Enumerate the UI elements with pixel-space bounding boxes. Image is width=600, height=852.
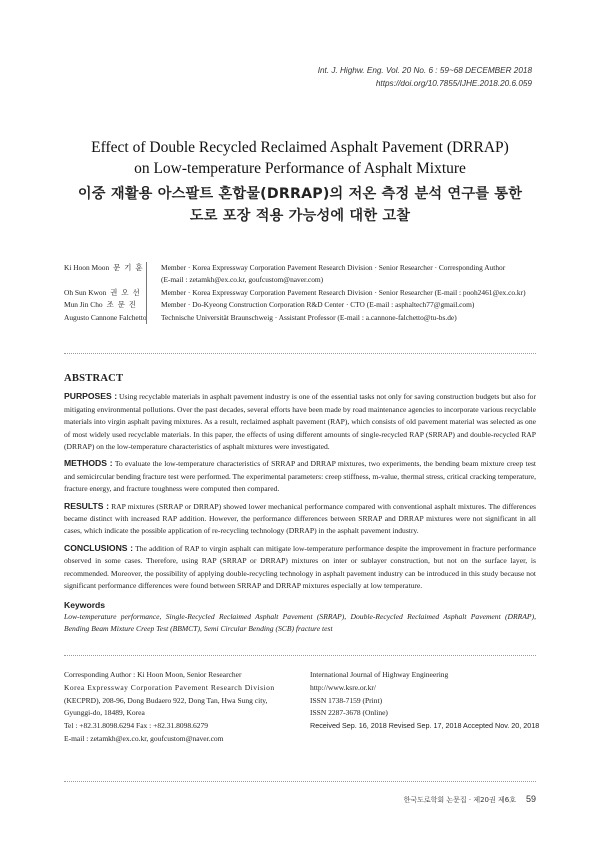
page-footer	[404, 794, 536, 805]
purposes-paragraph	[64, 390, 536, 453]
corresponding-author-block	[64, 669, 289, 746]
results-paragraph	[64, 500, 536, 538]
journal-url[interactable]: http://www.ksre.or.kr/	[310, 682, 376, 692]
journal-info-block	[310, 669, 550, 733]
author-name: Oh Sun Kwon	[64, 287, 107, 297]
conclusions-paragraph	[64, 542, 536, 593]
title-korean	[0, 183, 600, 227]
purposes-label: PURPOSES :	[64, 391, 118, 402]
doi-link[interactable]: https://doi.org/10.7855/IJHE.2018.20.6.059	[375, 79, 532, 88]
author-row	[64, 312, 544, 324]
journal-name: International Journal of Highway Engineering	[310, 670, 449, 679]
corresponding-line: Tel : +82.31.8098.6294 Fax : +82.31.8098.6279	[64, 721, 208, 731]
results-label: RESULTS :	[64, 500, 109, 511]
author-affiliation: Member · Korea Expressway Corporation Pavement Research Division · Senior Researcher (E-mail : pooh2461@ex.co.kr)	[161, 287, 526, 297]
keywords-heading: Keywords	[64, 599, 106, 610]
conclusions-label: CONCLUSIONS :	[64, 542, 134, 553]
title-ko-line2: 도로 포장 적용 가능성에 대한 고찰	[189, 208, 411, 224]
author-row	[64, 287, 544, 299]
title-ko-line1: 이중 재활용 아스팔트 혼합물(DRRAP)의 저온 측정 분석 연구를 통한	[77, 186, 523, 202]
divider	[64, 781, 536, 782]
corresponding-line: Corresponding Author : Ki Hoon Moon, Senior Researcher	[64, 670, 242, 679]
divider	[64, 655, 536, 656]
journal-citation: Int. J. Highw. Eng. Vol. 20 No. 6 : 59~68 DECEMBER 2018	[317, 66, 532, 75]
methods-label: METHODS :	[64, 458, 113, 469]
author-name-ko: 권 오 선	[110, 287, 141, 297]
author-name: Augusto Cannone Falchetto	[64, 312, 147, 322]
author-name: Mun Jin Cho	[64, 300, 103, 310]
methods-paragraph	[64, 457, 536, 495]
author-row	[64, 299, 544, 311]
abstract-heading: ABSTRACT	[64, 373, 124, 384]
purposes-text: Using recyclable materials in asphalt pavement industry is one of the essential tasks not only for saving construction budgets but also for mitigating environmental pollutions. Over the past decades, several efforts have been made by road maintenance agencies to incorporate various recyclable materials into virgin asphalt paving mixtures. As a result, reclaimed asphalt pavement (RAP), which consists of old pavement material was selected as one of most widely used recyclable materials. In this paper, the effects of using different amounts of single-recycled RAP (SRRAP) and double-recycled RAP (DRRAP) on the low-temperature characteristics of asphalt mixtures were investigated.	[64, 392, 536, 452]
title-en-line1: Effect of Double Recycled Reclaimed Asphalt Pavement (DRRAP)	[91, 139, 509, 156]
author-affiliation: Member · Korea Expressway Corporation Pavement Research Division · Senior Researcher · Corresponding Author	[161, 263, 506, 272]
page-number: 59	[525, 794, 536, 804]
author-list	[64, 262, 544, 324]
corresponding-line: Korea Expressway Corporation Pavement Research Division	[64, 682, 275, 692]
title-english	[0, 137, 600, 179]
results-text: RAP mixtures (SRRAP or DRRAP) showed lower mechanical performance compared with conventional asphalt mixtures. The differences became distinct with increased RAP addition. However, the performance differences between SRRAP and DRRAP mixtures were not significant in all cases, which indicate the possible application of re-recycling technology (DRRAP) in the asphalt pavement industry.	[64, 501, 536, 536]
issn-online: ISSN 2287-3678 (Online)	[310, 708, 388, 718]
abstract-section	[64, 373, 536, 636]
author-affiliation: Technische Universität Braunschweig · Assistant Professor (E-mail : a.cannone-falchetto@tu-bs.de)	[161, 312, 457, 322]
author-name: Ki Hoon Moon	[64, 263, 110, 272]
divider	[64, 353, 536, 354]
corresponding-email: E-mail : zetamkh@ex.co.kr, goufcustom@naver.com	[64, 733, 224, 743]
keywords-text: Low-temperature performance, Single-Recycled Reclaimed Asphalt Pavement (SRRAP), Double-Recycled Reclaimed Asphalt Pavement (DRRAP), Bending Beam Mixture Creep Test (BBMCT), Semi Circular Bending (SCB) fracture test	[64, 611, 536, 634]
author-affiliation: Member · Do-Kyeong Construction Corporation R&D Center · CTO (E-mail : asphaltech77@gmail.com)	[161, 300, 475, 310]
author-email: (E-mail : zetamkh@ex.co.kr, goufcustom@naver.com)	[161, 275, 324, 285]
methods-text: To evaluate the low-temperature characteristics of SRRAP and DRRAP mixtures, two experiments, the bending beam mixture creep test and semicircular bending fracture test were performed. The experimental parameters: creep stiffness, m-value, thermal stress, critical cracking temperature, fracture energy, and fracture toughness were computed then compared.	[64, 459, 537, 494]
author-name-ko: 조 문 진	[106, 300, 137, 310]
author-row	[64, 262, 544, 287]
footer-journal-ko: 한국도로학회 논문집 · 제20권 제6호	[403, 796, 516, 804]
journal-header	[318, 64, 532, 90]
conclusions-text: The addition of RAP to virgin asphalt can mitigate low-temperature performance despite the improvement in fracture performance observed in some cases. Therefore, using RAP (SRRAP or DRRAP) mixtures on inter or sublayer construction, but not on the surface layer, is recommended. Moreover, the possibility of applying double-recycling technology in asphalt pavement industry can be introduced in this study because not significant performance differences were found between SRRAP and DRRAP mixtures especially at low temperature.	[64, 543, 536, 591]
issn-print: ISSN 1738-7159 (Print)	[310, 695, 383, 705]
submission-dates: Received Sep. 16, 2018 Revised Sep. 17, 2018 Accepted Nov. 20, 2018	[310, 721, 540, 731]
author-name-ko: 문 기 훈	[113, 263, 144, 272]
title-en-line2: on Low-temperature Performance of Asphalt Mixture	[134, 160, 466, 177]
corresponding-line: Gyunggi-do, 18489, Korea	[64, 708, 145, 718]
corresponding-line: (KECPRD), 208-96, Dong Budaero 922, Dong Tan, Hwa Sung city,	[64, 695, 268, 705]
